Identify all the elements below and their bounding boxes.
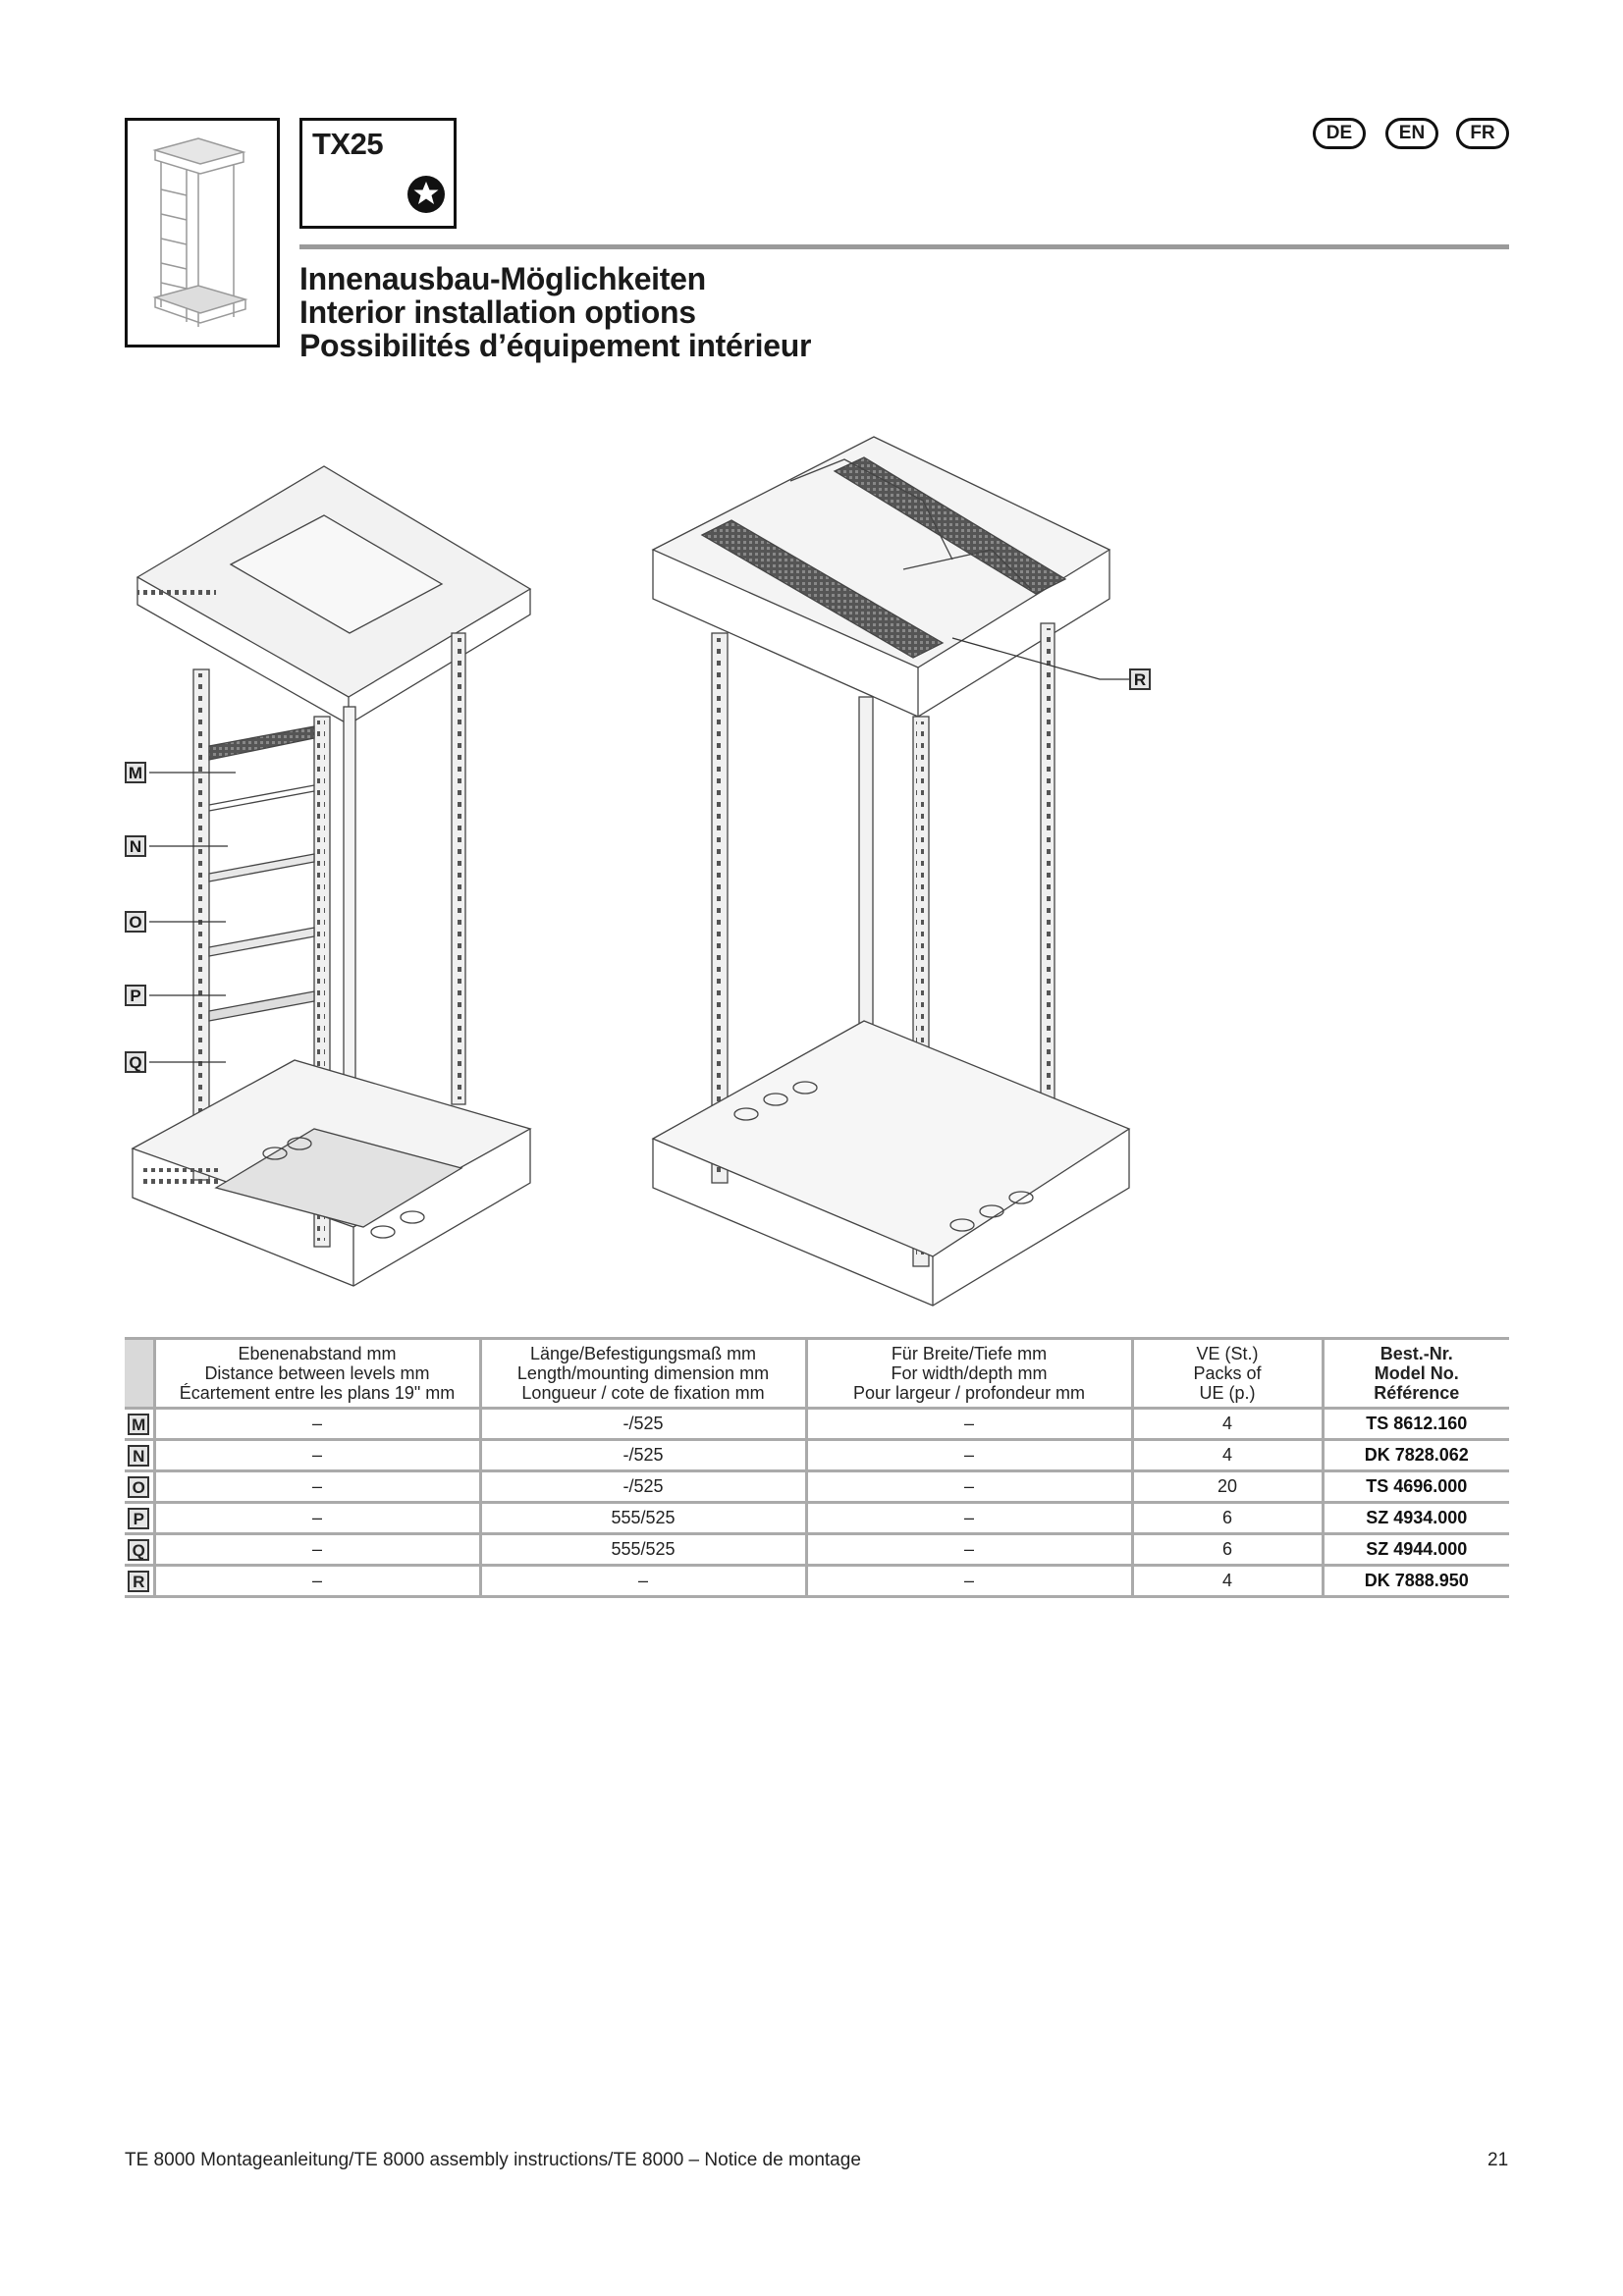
cell-length: 555/525	[480, 1503, 806, 1534]
cell-model-no: SZ 4934.000	[1323, 1503, 1509, 1534]
cell-model-no: TS 8612.160	[1323, 1409, 1509, 1440]
row-key: O	[128, 1476, 149, 1498]
footer-text: TE 8000 Montageanleitung/TE 8000 assembly instructions/TE 8000 – Notice de montage	[125, 2150, 861, 2170]
cell-model-no: TS 4696.000	[1323, 1471, 1509, 1503]
row-key: N	[128, 1445, 149, 1467]
cell-model-no: SZ 4944.000	[1323, 1534, 1509, 1566]
tool-label: TX25	[312, 127, 384, 161]
table-row	[125, 1566, 1509, 1597]
callout-r: R	[1129, 668, 1151, 690]
title-en: Interior installation options	[299, 294, 696, 330]
cell-length: 555/525	[480, 1534, 806, 1566]
table-row	[125, 1534, 1509, 1566]
cell-width-depth: –	[806, 1566, 1132, 1597]
cell-packs: 6	[1132, 1503, 1323, 1534]
callout-m: M	[125, 762, 146, 783]
cell-packs: 20	[1132, 1471, 1323, 1503]
title-de: Innenausbau-Möglichkeiten	[299, 261, 706, 296]
row-key: R	[128, 1571, 149, 1592]
cell-packs: 4	[1132, 1566, 1323, 1597]
rack-thumbnail-icon	[128, 121, 277, 345]
row-key: P	[128, 1508, 149, 1529]
table-row	[125, 1409, 1509, 1440]
callout-p: P	[125, 985, 146, 1006]
table-row	[125, 1440, 1509, 1471]
language-badge-fr: FR	[1456, 118, 1509, 149]
callout-o: O	[125, 911, 146, 933]
cell-distance: –	[154, 1409, 480, 1440]
cell-length: -/525	[480, 1440, 806, 1471]
right-rack-drawing	[653, 437, 1129, 1306]
cell-length: -/525	[480, 1471, 806, 1503]
rack-drawings	[118, 422, 1159, 1325]
cell-width-depth: –	[806, 1503, 1132, 1534]
cell-width-depth: –	[806, 1440, 1132, 1471]
header-rule	[299, 244, 1509, 249]
cell-packs: 4	[1132, 1440, 1323, 1471]
cell-packs: 4	[1132, 1409, 1323, 1440]
table-header-row	[125, 1339, 1509, 1409]
cell-distance: –	[154, 1440, 480, 1471]
cell-distance: –	[154, 1471, 480, 1503]
header-model-no: Best.-Nr. Model No. Référence	[1374, 1344, 1460, 1403]
table-row	[125, 1471, 1509, 1503]
table-row	[125, 1503, 1509, 1534]
cell-model-no: DK 7888.950	[1323, 1566, 1509, 1597]
cell-packs: 6	[1132, 1534, 1323, 1566]
callout-n: N	[125, 835, 146, 857]
cell-width-depth: –	[806, 1471, 1132, 1503]
header-key	[125, 1339, 154, 1409]
accessories-table	[125, 1337, 1509, 1598]
torx-star-icon	[407, 176, 445, 213]
row-key: M	[128, 1414, 149, 1435]
callout-q: Q	[125, 1051, 146, 1073]
rack-thumbnail	[125, 118, 280, 347]
header-packs: VE (St.) Packs of UE (p.)	[1132, 1339, 1323, 1409]
language-badge-de: DE	[1313, 118, 1366, 149]
cell-distance: –	[154, 1534, 480, 1566]
left-rack-drawing	[133, 466, 530, 1286]
header-length: Länge/Befestigungsmaß mm Length/mounting dimension mm Longueur / cote de fixation mm	[480, 1339, 806, 1409]
rack-illustrations	[118, 422, 1159, 1325]
title-fr: Possibilités d’équipement intérieur	[299, 328, 812, 363]
page-number: 21	[1488, 2150, 1509, 2170]
cell-width-depth: –	[806, 1534, 1132, 1566]
cell-length: –	[480, 1566, 806, 1597]
cell-model-no: DK 7828.062	[1323, 1440, 1509, 1471]
tool-box	[299, 118, 457, 229]
cell-length: -/525	[480, 1409, 806, 1440]
cell-distance: –	[154, 1566, 480, 1597]
row-key: Q	[128, 1539, 149, 1561]
header-distance: Ebenenabstand mm Distance between levels mm Écartement entre les plans 19" mm	[154, 1339, 480, 1409]
cell-distance: –	[154, 1503, 480, 1534]
cell-width-depth: –	[806, 1409, 1132, 1440]
language-badge-en: EN	[1385, 118, 1438, 149]
header-width-depth: Für Breite/Tiefe mm For width/depth mm Pour largeur / profondeur mm	[806, 1339, 1132, 1409]
